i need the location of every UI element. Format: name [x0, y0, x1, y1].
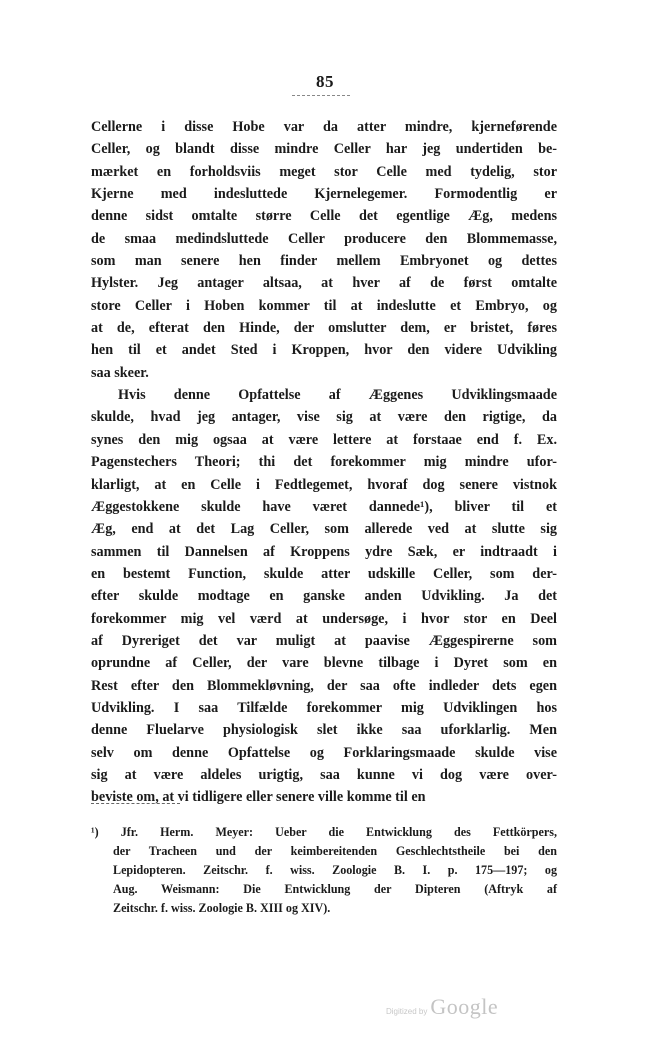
footnote-line: Zeitschr. f. wiss. Zoologie B. XIII og XIV).: [113, 900, 331, 915]
text-line: Æg, end at det Lag Celler, som allerede ved at slutte sig: [91, 521, 557, 538]
text-line: en bestemt Function, skulde atter udskille Celler, som der-: [91, 565, 557, 582]
footnote-line: Lepidopteren. Zeitschr. f. wiss. Zoologie B. I. p. 175—197; og: [113, 862, 557, 877]
footnote-line: Aug. Weismann: Die Entwicklung der Dipteren (Aftryk af: [113, 881, 557, 896]
text-line: denne Fluelarve physiologisk slet ikke saa uforklarlig. Men: [91, 722, 557, 739]
text-line: forekommer mig vel værd at undersøge, i hvor stor en Deel: [91, 610, 557, 627]
footnotes: [91, 823, 557, 917]
text-line: Udvikling. I saa Tilfælde forekommer mig Udviklingen hos: [91, 699, 557, 716]
text-line: som man senere hen finder mellem Embryonet og dettes: [91, 253, 557, 270]
text-line: saa skeer.: [91, 364, 149, 381]
text-line: oprundne af Celler, der vare blevne tilbage i Dyret som en: [91, 655, 557, 672]
text-line: at de, efterat den Hinde, der omslutter dem, er bristet, føres: [91, 320, 557, 337]
text-line: Æggestokkene skulde have været dannede¹), bliver til et: [91, 498, 557, 515]
watermark-prefix: Digitized by: [386, 1007, 428, 1016]
paragraph: [91, 116, 557, 384]
header-rule: [292, 95, 350, 96]
text-line: selv om denne Opfattelse og Forklaringsmaade skulde vise: [91, 744, 557, 761]
text-line: Rest efter den Blommekløvning, der saa ofte indleder dets egen: [91, 677, 557, 694]
text-line: Celler, og blandt disse mindre Celler har jeg undertiden be-: [91, 141, 557, 158]
watermark: [386, 994, 498, 1020]
text-line: Kjerne med indesluttede Kjernelegemer. Formodentlig er: [91, 186, 557, 203]
text-line: mærket en forholdsviis meget stor Celle med tydelig, stor: [91, 163, 557, 180]
text-line: sammen til Dannelsen af Kroppens ydre Sæk, er indtraadt i: [91, 543, 557, 560]
text-line: Pagenstechers Theori; thi det forekommer mig mindre ufor-: [91, 454, 557, 471]
text-line: skulde, hvad jeg antager, vise sig at være den rigtige, da: [91, 409, 557, 426]
text-line: klarligt, at en Celle i Fedtlegemet, hvoraf dog senere vistnok: [91, 476, 557, 493]
body-text: [91, 116, 557, 809]
text-line: Hylster. Jeg antager altsaa, at hver af de først omtalte: [91, 275, 557, 292]
text-line: store Celler i Hoben kommer til at indeslutte et Embryo, og: [91, 297, 557, 314]
text-line: efter skulde modtage en ganske anden Udvikling. Ja det: [91, 588, 557, 605]
text-line: Cellerne i disse Hobe var da atter mindre, kjerneførende: [91, 119, 557, 135]
footnote-line: der Tracheen und der keimbereitenden Geschlechtstheile bei den: [113, 843, 557, 858]
text-line: de smaa medindsluttede Celler producere den Blommemasse,: [91, 230, 557, 247]
text-line: synes den mig ogsaa at være lettere at forstaae end f. Ex.: [91, 431, 557, 448]
google-logo: Google: [430, 994, 499, 1019]
text-line: sig at være aldeles urigtig, saa kunne vi dog være over-: [91, 766, 557, 783]
text-line: hen til et andet Sted i Kroppen, hvor den videre Udvikling: [91, 342, 557, 359]
page-number: 85: [316, 72, 334, 91]
footnote-rule: [91, 803, 180, 804]
text-line: beviste om, at vi tidligere eller senere ville komme til en: [91, 789, 426, 806]
text-line: Hvis denne Opfattelse af Æggenes Udviklingsmaade: [118, 387, 557, 404]
footnote-line: ¹) Jfr. Herm. Meyer: Ueber die Entwicklung des Fettkörpers,: [91, 825, 557, 839]
text-line: denne sidst omtalte større Celle det egentlige Æg, medens: [91, 208, 557, 225]
paragraph: [91, 384, 557, 809]
text-line: af Dyreriget det var muligt at paavise Æggespirerne som: [91, 632, 557, 649]
